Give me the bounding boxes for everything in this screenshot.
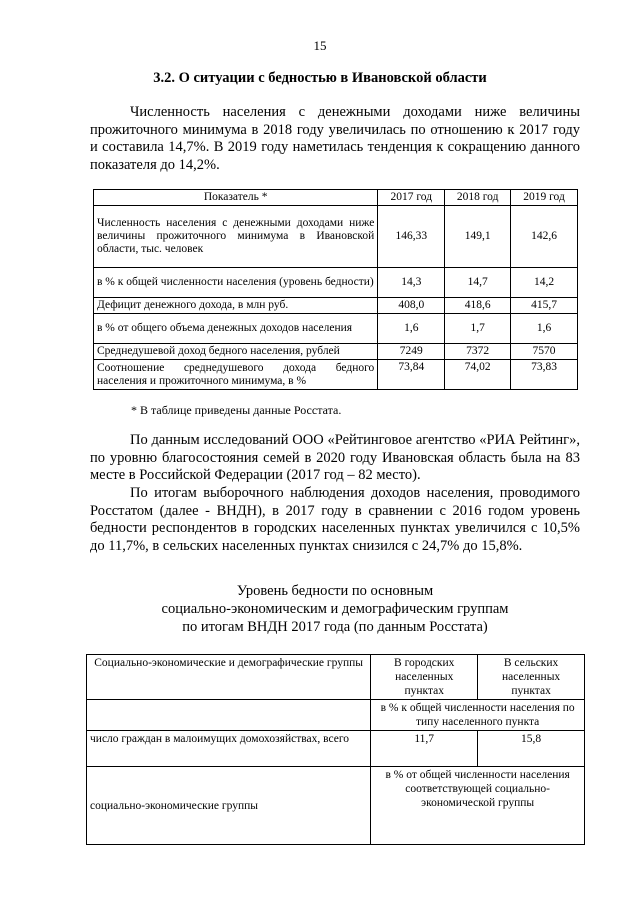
header-indicator: Показатель * [94, 190, 378, 206]
header-2019: 2019 год [511, 190, 578, 206]
paragraph-survey-text: По итогам выборочного наблюдения доходов населения, проводимого Росстатом (далее - ВНДН), в 2017 году в сравнении с 2016 годом уровень бедности респондентов в городских населенных пунктах увеличился с 10,5% до 11,7%, в сельских населенных пунктах снизился с 24,7% до 15,8%. [90, 485, 580, 554]
poverty-groups-table [86, 654, 585, 845]
table-row [87, 731, 585, 767]
cell-2019: 142,6 [511, 206, 578, 268]
table-subheader-row [87, 700, 585, 731]
subheader-share: в % к общей численности населения по типу населенного пункта [371, 700, 585, 731]
cell-2017: 1,6 [378, 314, 445, 344]
row-label: в % к общей численности населения (уровень бедности) [94, 268, 378, 298]
caption-line: социально-экономическим и демографическим группам [161, 601, 509, 617]
paragraph-rating [90, 432, 580, 485]
table-header-row [94, 190, 578, 206]
cell-2018: 1,7 [445, 314, 511, 344]
cell-2017: 73,84 [378, 360, 445, 390]
header-rural: В сельских населенных пунктах [478, 655, 585, 700]
header-2017: 2017 год [378, 190, 445, 206]
table-row [94, 314, 578, 344]
table-header-row [87, 655, 585, 700]
row-label: Численность населения с денежными доходами ниже величины прожиточного минимума в Ивановской области, тыс. человек [94, 206, 378, 268]
table-row [94, 298, 578, 314]
intro-paragraph [90, 104, 580, 174]
row-label: Среднедушевой доход бедного населения, рублей [94, 344, 378, 360]
table-row [94, 206, 578, 268]
row-label: Соотношение среднедушевого дохода бедного населения и прожиточного минимума, в % [94, 360, 378, 390]
poverty-indicators-table [93, 189, 578, 390]
header-2018: 2018 год [445, 190, 511, 206]
table-row [94, 360, 578, 390]
cell-2017: 14,3 [378, 268, 445, 298]
row-label: социально-экономические группы [87, 767, 371, 845]
intro-paragraph-text: Численность населения с денежными доходами ниже величины прожиточного минимума в 2018 году увеличилась по отношению к 2017 году и составила 14,7%. В 2019 году наметилась тенденция к сокращению данного показателя до 14,2%. [90, 104, 580, 173]
paragraph-rating-text: По данным исследований ООО «Рейтинговое агентство «РИА Рейтинг», по уровню благосостояния семей в 2020 году Ивановская область была на 83 месте в Российской Федерации (2017 год – 82 место). [90, 432, 580, 483]
cell-2019: 73,83 [511, 360, 578, 390]
cell-2018: 7372 [445, 344, 511, 360]
row-label: Дефицит денежного дохода, в млн руб. [94, 298, 378, 314]
empty-cell [87, 700, 371, 731]
table-row [94, 268, 578, 298]
header-urban: В городских населенных пунктах [371, 655, 478, 700]
cell-2019: 7570 [511, 344, 578, 360]
row-label: число граждан в малоимущих домохозяйствах, всего [87, 731, 371, 767]
header-groups: Социально-экономические и демографические группы [87, 655, 371, 700]
table-subheader-row [87, 767, 585, 845]
cell-2018: 14,7 [445, 268, 511, 298]
section-title: 3.2. О ситуации с бедностью в Ивановской области [153, 70, 487, 86]
caption-line: по итогам ВНДН 2017 года (по данным Росстата) [182, 619, 488, 635]
cell-2018: 418,6 [445, 298, 511, 314]
table-row [94, 344, 578, 360]
cell-2017: 408,0 [378, 298, 445, 314]
cell-2019: 14,2 [511, 268, 578, 298]
cell-2017: 7249 [378, 344, 445, 360]
table2-caption [90, 582, 580, 636]
cell-2018: 74,02 [445, 360, 511, 390]
table-footnote: * В таблице приведены данные Росстата. [131, 403, 342, 417]
cell-2019: 415,7 [511, 298, 578, 314]
page-number: 15 [313, 38, 327, 53]
cell-2017: 146,33 [378, 206, 445, 268]
subheader-share-group: в % от общей численности населения соответствующей социально-экономической группы [371, 767, 585, 845]
cell-rural: 15,8 [478, 731, 585, 767]
cell-2018: 149,1 [445, 206, 511, 268]
cell-2019: 1,6 [511, 314, 578, 344]
row-label: в % от общего объема денежных доходов населения [94, 314, 378, 344]
paragraph-survey [90, 485, 580, 555]
caption-line: Уровень бедности по основным [236, 583, 434, 599]
cell-urban: 11,7 [371, 731, 478, 767]
